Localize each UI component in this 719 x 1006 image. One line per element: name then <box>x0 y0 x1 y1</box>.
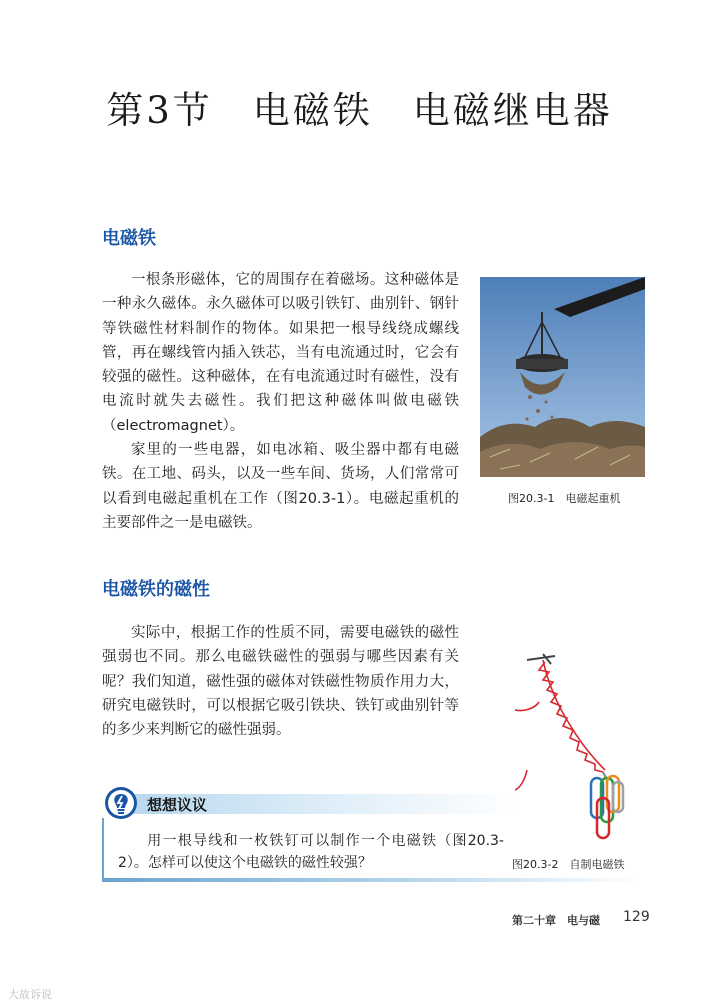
section2-body <box>102 621 459 742</box>
figure1-caption: 图20.3-1 电磁起重机 <box>508 492 621 505</box>
section1-paragraph-1: 一根条形磁体，它的周围存在着磁场。这种磁体是一种永久磁体。永久磁体可以吸引铁钉、曲别针、钢针等铁磁性材料制作的物体。如果把一根导线绕成螺线管，再在螺线管内插入铁芯，当有电流通过时，它会有较强的磁性。这种磁体，在有电流通过时有磁性，没有电流时就失去磁性。我们把这种磁体叫做电磁铁（electromagnet）。 <box>102 272 459 434</box>
homemade-electromagnet-photo <box>515 650 645 840</box>
section-heading-electromagnet: 电磁铁 <box>102 228 156 249</box>
page-title: 第3节 电磁铁 电磁继电器 <box>106 89 613 132</box>
section2-paragraph-1: 实际中，根据工作的性质不同，需要电磁铁的磁性强弱也不同。那么电磁铁磁性的强弱与哪些因素有关呢？我们知道，磁性强的磁体对铁磁性物质作用力大，研究电磁铁时，可以根据它吸引铁块、铁钉或曲别针等的多少来判断它的磁性强弱。 <box>102 625 459 739</box>
page-number: 129 <box>623 909 650 925</box>
electromagnetic-crane-photo <box>480 277 645 477</box>
lightbulb-icon <box>104 786 138 820</box>
watermark: 大故诉说 <box>8 988 52 1001</box>
discussion-question: 用一根导线和一枚铁钉可以制作一个电磁铁（图20.3-2）。怎样可以使这个电磁铁的磁性较强？ <box>118 833 504 871</box>
footer-chapter: 第二十章 电与磁 <box>512 914 600 927</box>
discussion-bottom-bar <box>102 878 642 882</box>
section1-paragraph-2: 家里的一些电器，如电冰箱、吸尘器中都有电磁铁。在工地、码头，以及一些车间、货场，人们常常可以看到电磁起重机在工作（图20.3-1）。电磁起重机的主要部件之一是电磁铁。 <box>102 442 459 531</box>
discussion-text <box>118 830 504 874</box>
discussion-title: 想想议议 <box>147 796 208 814</box>
figure2-caption: 图20.3-2 自制电磁铁 <box>512 858 625 871</box>
section1-body <box>102 268 459 535</box>
section-heading-magnetism: 电磁铁的磁性 <box>102 579 210 600</box>
